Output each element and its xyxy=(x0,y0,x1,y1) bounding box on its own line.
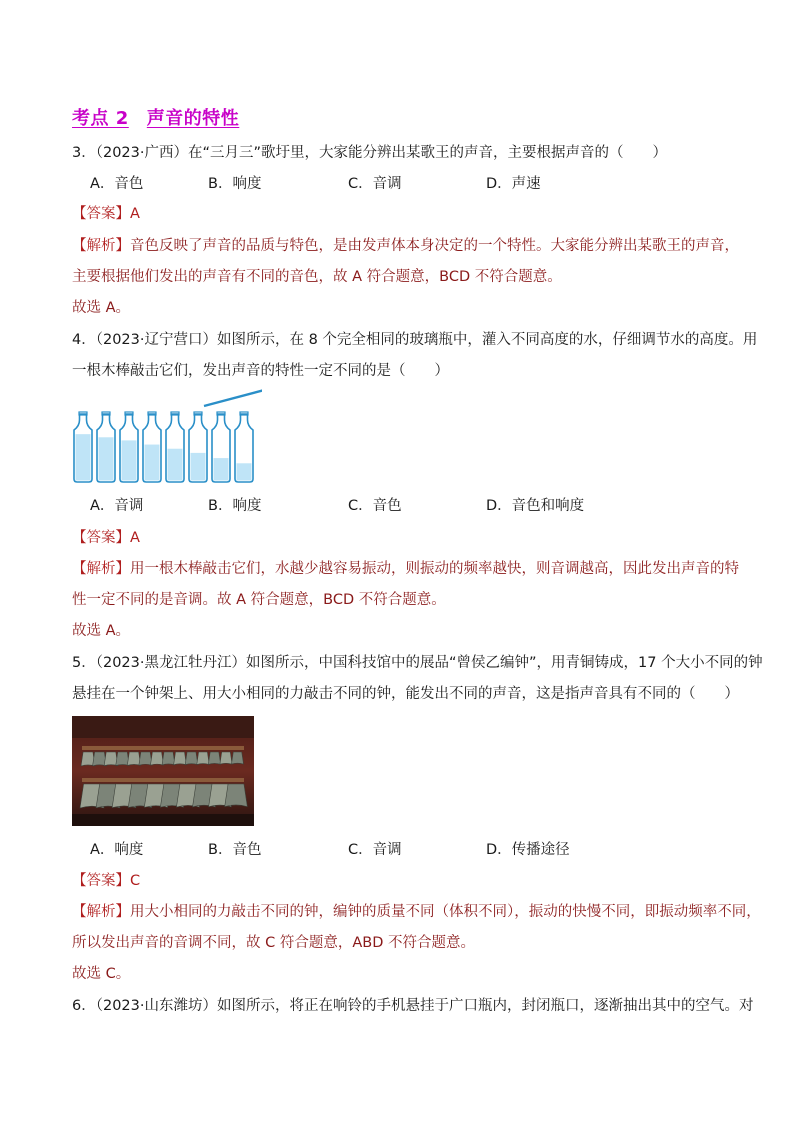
q3-analysis-line-1 xyxy=(72,236,739,256)
q5-answer xyxy=(72,871,732,891)
bottle-water xyxy=(145,445,160,481)
q5-analysis-line-1 xyxy=(72,902,761,922)
heading-prefix: 考点 2 xyxy=(72,108,129,129)
bottle-water xyxy=(76,434,91,480)
q5-conclusion: 故选 C。 xyxy=(72,966,131,982)
q3-options xyxy=(90,174,730,194)
bell xyxy=(208,752,220,764)
q3-option-d: D．声速 xyxy=(486,176,541,192)
q3-analysis-line-2: 主要根据他们发出的声音有不同的音色，故 A 符合题意，BCD 不符合题意。 xyxy=(72,269,562,285)
bell-row-lower xyxy=(80,784,247,808)
bottle-water xyxy=(237,463,252,480)
q5-options xyxy=(90,840,730,860)
q5-stem-line-2: 悬挂在一个钟架上、用大小相同的力敲击不同的钟，能发出不同的声音，这是指声音具有不同的（ ） xyxy=(72,686,739,702)
q3-analysis-label: 【解析】 xyxy=(72,238,130,254)
q3-answer-value: A xyxy=(130,206,140,222)
glass-bottle xyxy=(166,412,184,482)
bell xyxy=(150,752,163,765)
q4-option-c: C．音色 xyxy=(348,498,402,514)
bell xyxy=(139,752,152,765)
q5-option-d: D．传播途径 xyxy=(486,842,570,858)
bell xyxy=(116,752,130,766)
q4-stem-line-2: 一根木棒敲击它们，发出声音的特性一定不同的是（ ） xyxy=(72,363,449,379)
q5-stem-line-1: 5．（2023·黑龙江牡丹江）如图所示，中国科技馆中的展品“曾侯乙编钟”，用青铜铸成，17 个大小不同的钟 xyxy=(72,655,763,671)
glass-bottle xyxy=(120,412,138,482)
q4-answer-label: 【答案】 xyxy=(72,530,130,546)
glass-bottle xyxy=(74,412,92,482)
bell xyxy=(174,752,187,765)
q3-analysis-text-1: 音色反映了声音的品质与特色，是由发声体本身决定的一个特性。大家能分辨出某歌王的声音， xyxy=(130,238,739,254)
q3-option-b: B．响度 xyxy=(208,176,262,192)
q3-option-c: C．音调 xyxy=(348,176,402,192)
bianzhong-bells-photo xyxy=(72,716,254,826)
q4-analysis-label: 【解析】 xyxy=(72,561,130,577)
q3-option-a: A．音色 xyxy=(90,176,144,192)
glass-bottle xyxy=(143,412,161,482)
q5-option-b: B．音色 xyxy=(208,842,262,858)
bottle-group xyxy=(74,412,253,482)
q6-stem: 6．（2023·山东潍坊）如图所示，将正在响铃的手机悬挂于广口瓶内，封闭瓶口，逐渐抽出其中的空气。对 xyxy=(72,998,754,1014)
q5-option-a: A．响度 xyxy=(90,842,144,858)
q4-option-a: A．音调 xyxy=(90,498,144,514)
glass-bottle xyxy=(97,412,115,482)
bell xyxy=(220,752,232,764)
q5-option-c: C．音调 xyxy=(348,842,402,858)
q4-options xyxy=(90,496,730,516)
q4-analysis-line-1 xyxy=(72,559,739,579)
q4-analysis-text-1: 用一根木棒敲击它们，水越少越容易振动，则振动的频率越快，则音调越高，因此发出声音的特 xyxy=(130,561,739,577)
wooden-stick xyxy=(204,388,262,406)
q4-answer xyxy=(72,528,732,548)
bell xyxy=(162,752,175,765)
glass-bottle xyxy=(235,412,253,482)
q5-answer-label: 【答案】 xyxy=(72,873,130,889)
bottle-water xyxy=(99,437,114,480)
q4-answer-value: A xyxy=(130,530,140,546)
glass-bottle xyxy=(189,412,207,482)
bottle-water xyxy=(122,440,137,480)
q4-conclusion: 故选 A。 xyxy=(72,623,131,639)
q4-option-b: B．响度 xyxy=(208,498,262,514)
q4-option-d: D．音色和响度 xyxy=(486,498,585,514)
bell xyxy=(225,784,248,807)
glass-bottles-figure xyxy=(72,384,262,486)
q4-stem-line-1: 4．（2023·辽宁营口）如图所示，在 8 个完全相同的玻璃瓶中，灌入不同高度的水，仔细调节水的高度。用 xyxy=(72,332,758,348)
q3-answer-label: 【答案】 xyxy=(72,206,130,222)
q5-answer-value: C xyxy=(130,873,141,889)
q3-conclusion: 故选 A。 xyxy=(72,300,131,316)
q3-stem: 3．（2023·广西）在“三月三”歌圩里，大家能分辨出某歌王的声音，主要根据声音的（ ） xyxy=(72,145,668,161)
q5-analysis-line-2: 所以发出声音的音调不同，故 C 符合题意，ABD 不符合题意。 xyxy=(72,935,475,951)
q3-answer xyxy=(72,204,732,224)
section-heading xyxy=(72,104,239,130)
glass-bottle xyxy=(212,412,230,482)
heading-title: 声音的特性 xyxy=(146,108,240,129)
bottle-water xyxy=(214,458,229,480)
bell xyxy=(231,752,243,764)
bell xyxy=(185,752,198,765)
bottle-water xyxy=(168,449,183,481)
bell xyxy=(197,752,210,765)
q5-analysis-label: 【解析】 xyxy=(72,904,130,920)
bell xyxy=(127,752,140,765)
q4-analysis-line-2: 性一定不同的是音调。故 A 符合题意，BCD 不符合题意。 xyxy=(72,592,446,608)
q5-analysis-text-1: 用大小相同的力敲击不同的钟，编钟的质量不同（体积不同），振动的快慢不同，即振动频率不同， xyxy=(130,904,761,920)
bottle-water xyxy=(191,453,206,481)
